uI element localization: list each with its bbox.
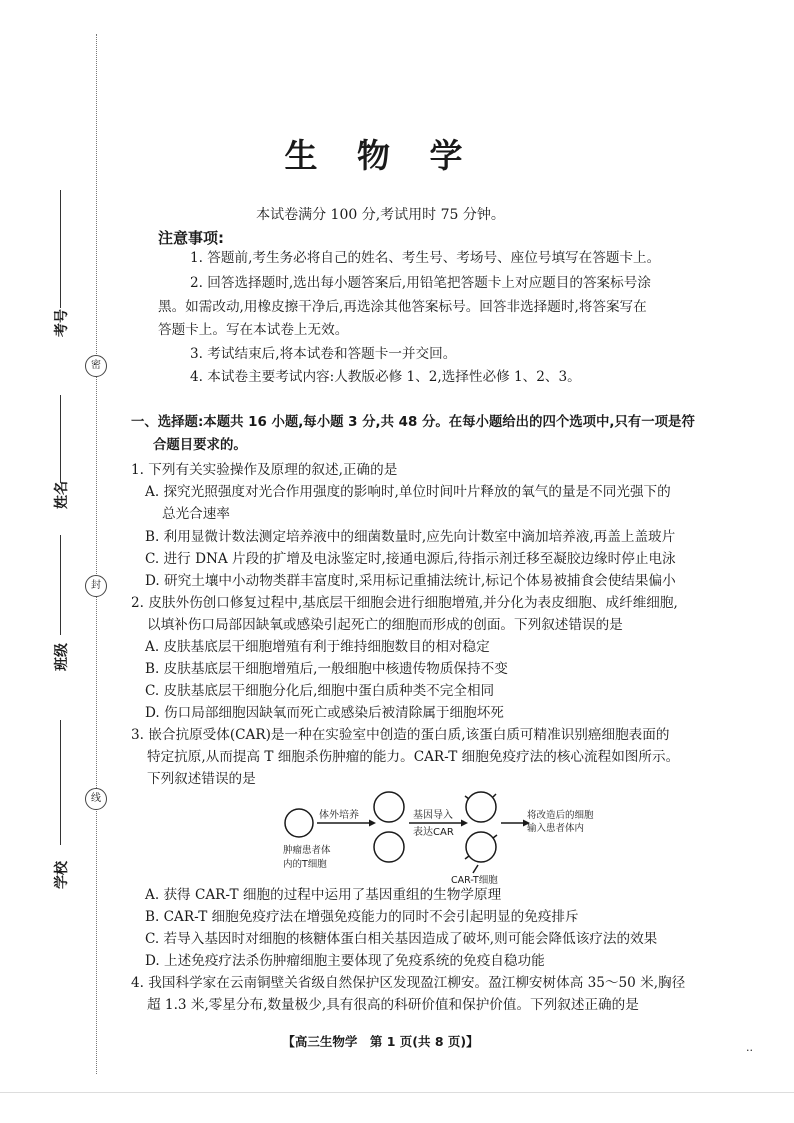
question-4-stem-cont: 超 1.3 米,零星分布,数量极少,具有很高的科研价值和保护价值。下列叙述正确的是 — [147, 997, 639, 1013]
culture-arrowhead — [369, 820, 376, 827]
exam-number-label: 考号 — [54, 309, 70, 337]
question-3-stem-cont: 特定抗原,从而提高 T 细胞杀伤肿瘤的能力。CAR-T 细胞免疫疗法的核心流程如图所示。 — [147, 749, 680, 765]
notice-line: 黑。如需改动,用橡皮擦干净后,再选涂其他答案标号。回答非选择题时,将答案写在 — [158, 299, 647, 315]
notice-heading: 注意事项: — [158, 229, 224, 247]
question-2-stem-cont: 以填补伤口局部因缺氧或感染引起死亡的细胞而形成的创面。下列叙述错误的是 — [147, 617, 623, 633]
notice-line: 4. 本试卷主要考试内容:人教版必修 1、2,选择性必修 1、2、3。 — [190, 369, 581, 385]
question-1-stem: 1. 下列有关实验操作及原理的叙述,正确的是 — [131, 462, 398, 478]
notice-line: 3. 考试结束后,将本试卷和答题卡一并交回。 — [190, 346, 457, 362]
patient-t-cell — [285, 809, 313, 837]
car-t-cell-top — [466, 792, 496, 822]
culture-label: 体外培养 — [319, 810, 359, 821]
question-1-option-c: C. 进行 DNA 片段的扩增及电泳鉴定时,接通电源后,待指示剂迁移至凝胶边缘时停止电泳 — [145, 551, 676, 567]
school-label: 学校 — [54, 861, 70, 889]
question-3-option-d: D. 上述免疫疗法杀伤肿瘤细胞主要体现了免疫系统的免疫自稳功能 — [145, 953, 545, 969]
result-label-line2: 输入患者体内 — [527, 823, 585, 834]
question-3-option-a: A. 获得 CAR-T 细胞的过程中运用了基因重组的生物学原理 — [145, 887, 502, 903]
question-1-option-a: A. 探究光照强度对光合作用强度的影响时,单位时间叶片释放的氧气的量是不同光强下的 — [145, 484, 671, 500]
exam-subtitle: 本试卷满分 100 分,考试用时 75 分钟。 — [256, 207, 505, 223]
cultured-t-cell-top — [374, 792, 404, 822]
class-fill-line — [60, 535, 61, 635]
question-1-option-b: B. 利用显微计数法测定培养液中的细菌数量时,应先向计数室中滴加培养液,再盖上盖玻片 — [145, 529, 676, 545]
question-1-option-a-cont: 总光合速率 — [162, 506, 230, 522]
gene-arrowhead — [461, 820, 468, 827]
result-label-line1: 将改造后的细胞 — [527, 810, 594, 821]
section-heading: 一、选择题:本题共 16 小题,每小题 3 分,共 48 分。在每小题给出的四个选项中,只有一项是符 — [131, 415, 695, 430]
name-fill-line — [60, 395, 61, 483]
car-receptor — [493, 835, 497, 838]
question-1-option-d: D. 研究土壤中小动物类群丰富度时,采用标记重捕法统计,标记个体易被捕食会使结果偏小 — [145, 573, 676, 589]
car-t-label-pointer — [473, 865, 478, 873]
question-3-option-b: B. CAR-T 细胞免疫疗法在增强免疫能力的同时不会引起明显的免疫排斥 — [145, 909, 579, 925]
page-bottom-rule — [0, 1092, 794, 1093]
notice-line: 2. 回答选择题时,选出每小题答案后,用铅笔把答题卡上对应题目的答案标号涂 — [190, 275, 651, 291]
page-title: 生 物 学 — [284, 136, 477, 175]
name-label: 姓名 — [54, 481, 70, 509]
binding-dotted-line — [96, 34, 97, 1074]
question-2-option-a: A. 皮肤基底层干细胞增殖有利于维持细胞数目的相对稳定 — [145, 639, 490, 655]
question-4-stem: 4. 我国科学家在云南铜壁关省级自然保护区发现盈江柳安。盈江柳安树体高 35～50 米,胸径 — [131, 975, 686, 991]
cultured-t-cell-bottom — [374, 832, 404, 862]
gene-label-line1: 基因导入 — [413, 810, 453, 821]
gene-label-line2: 表达CAR — [413, 827, 454, 838]
question-3-stem-cont: 下列叙述错误的是 — [147, 771, 256, 787]
car-receptor — [465, 796, 469, 799]
page-footer: 【高三生物学 第 1 页(共 8 页)】 — [282, 1034, 479, 1049]
patient-label-line2: 内的T细胞 — [283, 859, 327, 870]
class-label: 班级 — [54, 643, 70, 671]
notice-line: 1. 答题前,考生务必将自己的姓名、考生号、考场号、座位号填写在答题卡上。 — [190, 250, 661, 266]
question-3-option-c: C. 若导入基因时对细胞的核糖体蛋白相关基因造成了破坏,则可能会降低该疗法的效果 — [145, 931, 658, 947]
car-receptor — [493, 794, 496, 797]
car-t-cell-bottom — [466, 832, 496, 862]
question-2-option-c: C. 皮肤基底层干细胞分化后,细胞中蛋白质种类不完全相同 — [145, 683, 495, 699]
seal-feng: 封 — [85, 575, 107, 597]
exam-number-fill-line — [60, 190, 61, 308]
question-2-option-b: B. 皮肤基底层干细胞增殖后,一般细胞中核遗传物质保持不变 — [145, 661, 508, 677]
car-t-flow-diagram — [283, 787, 623, 887]
school-fill-line — [60, 720, 61, 845]
corner-mark: .. — [746, 1041, 753, 1054]
car-receptor — [465, 856, 469, 859]
car-t-label: CAR-T细胞 — [451, 875, 498, 886]
question-3-stem: 3. 嵌合抗原受体(CAR)是一种在实验室中创造的蛋白质,该蛋白质可精准识别癌细胞表面的 — [131, 727, 670, 743]
section-heading-cont: 合题目要求的。 — [153, 438, 247, 453]
seal-xian: 线 — [85, 788, 107, 810]
notice-line: 答题卡上。写在本试卷上无效。 — [158, 322, 349, 338]
seal-mi: 密 — [85, 355, 107, 377]
binding-strip — [0, 0, 110, 1123]
patient-label-line1: 肿瘤患者体 — [283, 845, 331, 856]
question-2-option-d: D. 伤口局部细胞因缺氧而死亡或感染后被清除属于细胞坏死 — [145, 705, 504, 721]
question-2-stem: 2. 皮肤外伤创口修复过程中,基底层干细胞会进行细胞增殖,并分化为表皮细胞、成纤维细胞, — [131, 595, 678, 611]
